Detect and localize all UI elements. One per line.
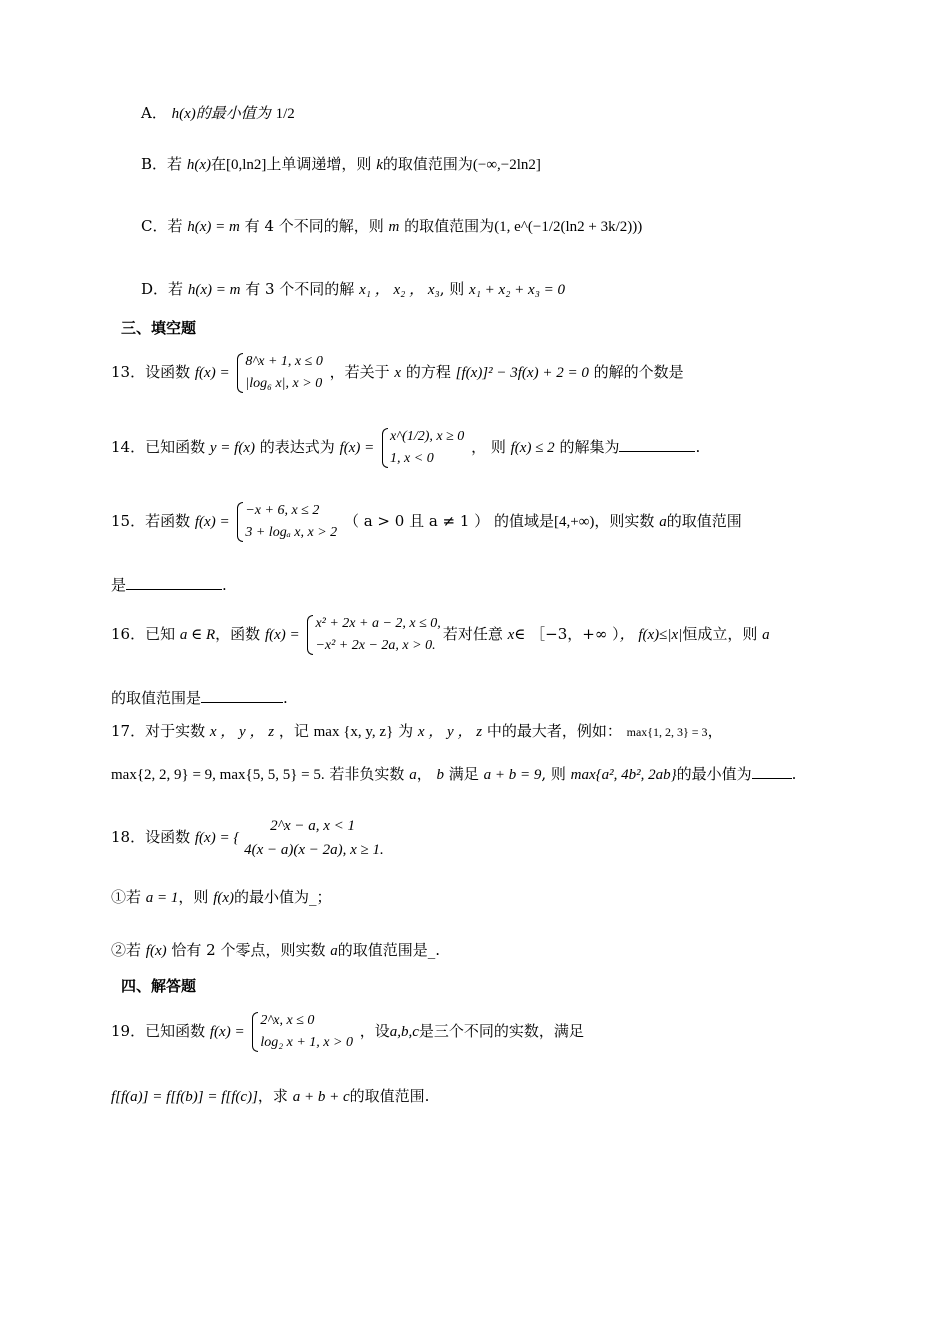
answer-blank[interactable] (201, 688, 283, 703)
section-fill-heading: 三、填空题 (121, 319, 197, 337)
piecewise-cases: 2^x − a, x < 1 4(x − a)(x − 2a), x ≥ 1. (244, 818, 384, 858)
option-b: B．若 h(x)在[0,ln2]上单调递增，则 k的取值范围为(−∞,−2ln2] (141, 155, 541, 173)
piecewise-brace: −x + 6, x ≤ 2 3 + logₐ x, x > 2 (236, 500, 337, 544)
question-17-line2: max{2, 2, 9} = 9, max{5, 5, 5} = 5. 若非负实数 a， b 满足 a + b = 9, 则 max{a², 4b², 2ab}的最小值为 . (111, 765, 797, 783)
question-15: 15．若函数 f(x) = −x + 6, x ≤ 2 3 + logₐ x, x > 2 （ a > 0 且 a ≠ 1 ） 的值域是[4,+∞)，则实数 a的取值范围 (111, 500, 742, 544)
question-16-line2: 的取值范围是 . (111, 689, 288, 707)
question-13: 13．设函数 f(x) = 8^x + 1, x ≤ 0 |log₆ x|, x > 0 ，若关于 x 的方程 [f(x)]² − 3f(x) + 2 = 0 的解的个数是 (111, 351, 684, 395)
section-answer-heading: 四、解答题 (121, 977, 197, 995)
option-b-range: (−∞,−2ln2] (472, 157, 541, 173)
option-a: A． h(x)的最小值为 1/2 (141, 104, 295, 122)
option-d: D．若 h(x) = m 有 3 个不同的解 x₁ ， x₂ ， x₃, 则 x₁ + x₂ + x₃ = 0 (141, 280, 566, 298)
option-c-range: (1, e^(−1/2(ln2 + 3k/2))) (494, 219, 643, 235)
question-16: 16．已知 a ∈ R，函数 f(x) = x² + 2x + a − 2, x ≤ 0, −x² + 2x − 2a, x > 0. 若对任意 x∈ ［−3，+∞ ）， f(x)≤|x|恒成立，则 a (111, 613, 770, 657)
question-19-line2: f[f(a)] = f[f(b)] = f[f(c)]，求 a + b + c的取值范围. (111, 1087, 430, 1105)
question-18: 18．设函数 f(x) = { 2^x − a, x < 1 4(x − a)(x − 2a), x ≥ 1. (111, 814, 384, 862)
option-a-value: 1/2 (275, 106, 295, 122)
answer-blank[interactable] (619, 437, 695, 452)
question-14: 14．已知函数 y = f(x) 的表达式为 f(x) = x^(1/2), x ≥ 0 1, x < 0 ， 则 f(x) ≤ 2 的解集为 . (111, 426, 700, 470)
question-19: 19．已知函数 f(x) = 2^x, x ≤ 0 log₂ x + 1, x > 0 ，设a,b,c是三个不同的实数，满足 (111, 1010, 584, 1054)
question-18-part2: ②若 f(x) 恰有 2 个零点，则实数 a的取值范围是_. (111, 941, 441, 959)
piecewise-brace: 2^x, x ≤ 0 log₂ x + 1, x > 0 (251, 1010, 353, 1054)
question-18-part1: ①若 a = 1，则 f(x)的最小值为_； (111, 888, 332, 906)
piecewise-brace: x^(1/2), x ≥ 0 1, x < 0 (381, 426, 464, 470)
piecewise-brace: 8^x + 1, x ≤ 0 |log₆ x|, x > 0 (236, 351, 322, 395)
option-c: C．若 h(x) = m 有 4 个不同的解，则 m 的取值范围为(1, e^(−1/2(ln2 + 3k/2))) (141, 217, 643, 235)
piecewise-brace: x² + 2x + a − 2, x ≤ 0, −x² + 2x − 2a, x > 0. (306, 613, 440, 657)
question-17: 17．对于实数 x ， y ， z ，记 max {x, y, z} 为 x ， y ， z 中的最大者，例如： max{1, 2, 3} = 3， (111, 722, 723, 740)
option-a-text: h(x)的最小值为 (171, 106, 271, 122)
answer-blank[interactable] (752, 764, 792, 779)
answer-blank[interactable] (126, 575, 222, 590)
question-15-line2: 是 . (111, 576, 227, 594)
